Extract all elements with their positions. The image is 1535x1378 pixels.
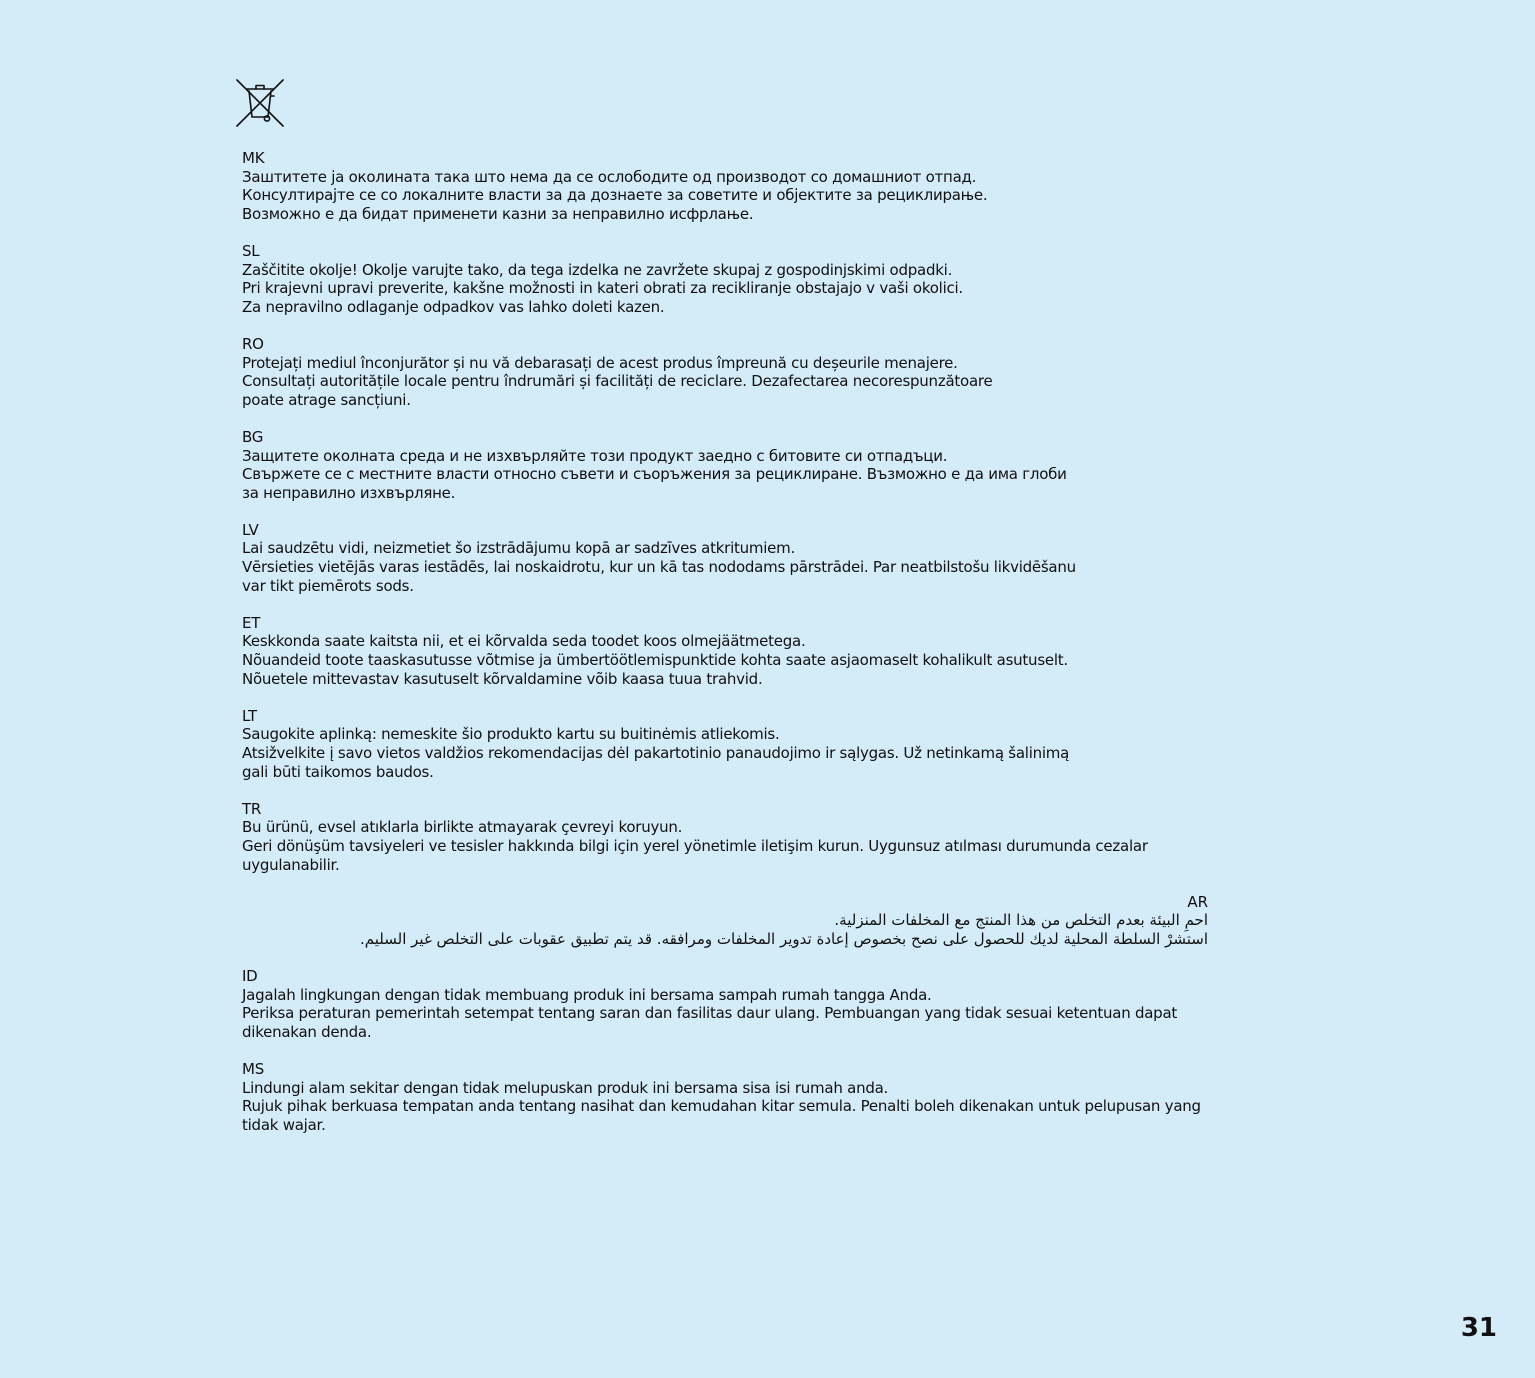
- notice-line: Rujuk pihak berkuasa tempatan anda tentang nasihat dan kemudahan kitar semula. Penalti boleh dikenakan untuk pelupusan yang: [242, 1097, 1201, 1116]
- language-code: ET: [242, 613, 261, 632]
- notice-line: Bu ürünü, evsel atıklarla birlikte atmayarak çevreyi koruyun.: [242, 818, 683, 837]
- language-code: ID: [242, 967, 258, 986]
- language-code: MK: [242, 149, 265, 167]
- notice-line: Atsižvelkite į savo vietos valdžios rekomendacijas dėl pakartotinio panaudojimo ir sąlygas. Už netinkamą šalinimą: [242, 744, 1070, 762]
- notice-line: Periksa peraturan pemerintah setempat tentang saran dan fasilitas daur ulang. Pembuangan yang tidak sesuai ketentuan dapat: [242, 1004, 1178, 1023]
- crossed-out-wheelie-bin-icon: [234, 77, 286, 129]
- notice-line: Protejați mediul înconjurător și nu vă debarasați de acest produs împreună cu deșeurile menajere.: [242, 353, 958, 372]
- section-lt: [242, 707, 1232, 781]
- language-code: MS: [242, 1060, 264, 1079]
- notice-line: Возможно е да бидат применети казни за неправилно исфрлање.: [242, 204, 754, 223]
- notice-line: Keskkonda saate kaitsta nii, et ei kõrvalda seda toodet koos olmejäätmetega.: [242, 632, 806, 651]
- notice-line: Saugokite aplinką: nemeskite šio produkto kartu su buitinėmis atliekomis.: [242, 725, 780, 744]
- notice-line: Consultați autoritățile locale pentru îndrumări și facilități de reciclare. Dezafectarea necorespunzătoare: [242, 372, 993, 391]
- notice-line: tidak wajar.: [242, 1115, 326, 1134]
- notice-line: poate atrage sancțiuni.: [242, 390, 411, 409]
- language-code: TR: [242, 799, 262, 818]
- page-number: 31: [1460, 1313, 1497, 1343]
- section-bg: [242, 428, 1232, 502]
- notice-line: Свържете се с местните власти относно съвети и съоръжения за рециклиране. Възможно е да има глоби: [242, 465, 1067, 484]
- notice-line: Zaščitite okolje! Okolje varujte tako, da tega izdelka ne zavržete skupaj z gospodinjskimi odpadki.: [242, 260, 953, 279]
- section-tr: [242, 800, 1232, 874]
- language-code: RO: [242, 334, 264, 353]
- notice-line: Lai saudzētu vidi, neizmetiet šo izstrādājumu kopā ar sadzīves atkritumiem.: [242, 539, 796, 558]
- section-et: [242, 614, 1232, 688]
- notice-line: uygulanabilir.: [242, 855, 340, 874]
- notice-line: Заштитете ја околината така што нема да се ослободите од производот со домашниот отпад.: [242, 167, 977, 186]
- language-code: LV: [242, 520, 259, 539]
- section-sl: [242, 242, 1232, 316]
- notice-line: Nõuandeid toote taaskasutusse võtmise ja ümbertöötlemispunktide kohta saate asjaomaselt kohalikult asutuselt.: [242, 651, 1068, 670]
- language-code: SL: [242, 241, 260, 260]
- section-id: [242, 967, 1232, 1041]
- notice-line: استشرْ السلطة المحلية لديك للحصول على نصح بخصوص إعادة تدوير المخلفات ومرافقه. قد يتم تطبيق عقوبات على التخلص غير السليم.: [360, 929, 1208, 948]
- notice-line: Консултирајте се со локалните власти за да дознаете за советите и објектите за рециклирање.: [242, 186, 988, 205]
- section-ms: [242, 1060, 1232, 1134]
- notice-line: Vērsieties vietējās varas iestādēs, lai noskaidrotu, kur un kā tas nododams pārstrādei. Par neatbilstošu likvidēšanu: [242, 558, 1076, 577]
- notice-line: Geri dönüşüm tavsiyeleri ve tesisler hakkında bilgi için yerel yönetimle iletişim kurun. Uygunsuz atılması durumunda cezalar: [242, 836, 1148, 855]
- section-ro: [242, 335, 1232, 409]
- notice-line: Lindungi alam sekitar dengan tidak melupuskan produk ini bersama sisa isi rumah anda.: [242, 1078, 889, 1097]
- notice-line: احمِ البيئة بعدم التخلص من هذا المنتج مع المخلفات المنزلية.: [834, 911, 1208, 930]
- notice-line: var tikt piemērots sods.: [242, 576, 414, 595]
- language-code: LT: [242, 706, 257, 725]
- language-code: BG: [242, 427, 264, 446]
- notice-line: Pri krajevni upravi preverite, kakšne možnosti in kateri obrati za recikliranje obstajajo v vaši okolici.: [242, 279, 963, 298]
- notice-line: Jagalah lingkungan dengan tidak membuang produk ini bersama sampah rumah tangga Anda.: [242, 985, 932, 1004]
- notice-line: Za nepravilno odlaganje odpadkov vas lahko doleti kazen.: [242, 297, 665, 316]
- notice-line: gali būti taikomos baudos.: [242, 762, 434, 781]
- notice-line: за неправилно изхвърляне.: [242, 483, 456, 502]
- notice-line: Nõuetele mittevastav kasutuselt kõrvaldamine võib kaasa tuua trahvid.: [242, 669, 763, 688]
- section-mk: [242, 149, 1232, 223]
- language-code: AR: [1187, 892, 1208, 911]
- disposal-notice-list: [242, 149, 1232, 1153]
- notice-line: dikenakan denda.: [242, 1022, 372, 1041]
- section-lv: [242, 521, 1232, 595]
- notice-line: Защитете околната среда и не изхвърляйте този продукт заедно с битовите си отпадъци.: [242, 446, 948, 465]
- section-ar: [242, 893, 1208, 949]
